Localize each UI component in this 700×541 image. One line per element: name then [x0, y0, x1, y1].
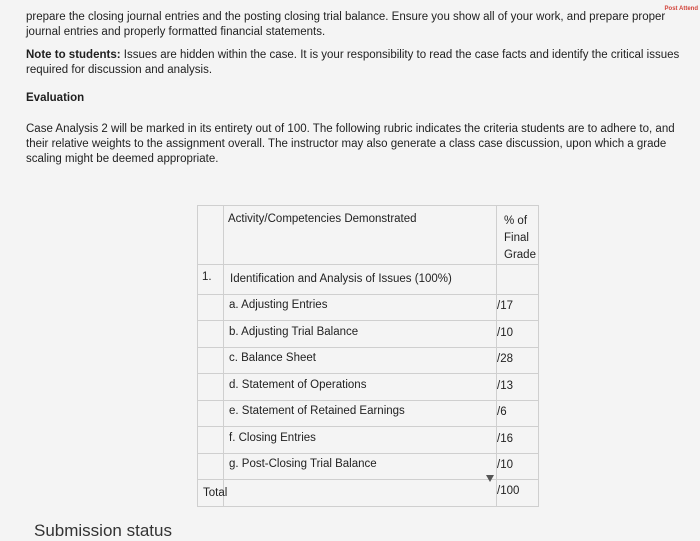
mouse-cursor-icon: [486, 475, 494, 482]
rubric-item-value: /17: [497, 300, 513, 312]
rubric-item-label: a. Adjusting Entries: [229, 299, 328, 311]
rubric-item-value: /10: [497, 327, 513, 339]
evaluation-heading: Evaluation: [26, 92, 85, 104]
rubric-item-value: /13: [497, 380, 513, 392]
rubric-item-value: /6: [497, 406, 507, 418]
rubric-header-activity: Activity/Competencies Demonstrated: [228, 213, 417, 225]
rubric-total-label: Total: [203, 487, 228, 499]
note-paragraph: [26, 48, 696, 78]
rubric-item-value: /10: [497, 459, 513, 471]
rubric-header-percent: % of Final Grade: [504, 215, 536, 261]
rubric-total-value: /100: [497, 485, 520, 497]
rubric-item-label: g. Post-Closing Trial Balance: [229, 458, 377, 470]
note-text: Issues are hidden within the case. It is your responsibility to read the case facts and identify the critical issues required for discussion and analysis.: [26, 49, 680, 76]
rubric-item-value: /28: [497, 353, 513, 365]
rubric-item-label: e. Statement of Retained Earnings: [229, 405, 405, 417]
rubric-item-value: /16: [497, 433, 513, 445]
rubric-item-label: b. Adjusting Trial Balance: [229, 326, 359, 338]
intro-paragraph: prepare the closing journal entries and the posting closing trial balance. Ensure you show all of your work, and prepare proper journal entries and properly formatted financial statements.: [26, 11, 666, 38]
corner-label: Post Attend: [664, 6, 698, 12]
submission-status-heading: Submission status: [34, 521, 172, 540]
rubric-item-label: f. Closing Entries: [229, 432, 316, 444]
rubric-section-number: 1.: [202, 271, 212, 283]
rubric-item-label: d. Statement of Operations: [229, 379, 367, 391]
note-label: Note to students:: [26, 49, 121, 61]
rubric-section-title: Identification and Analysis of Issues (100%): [230, 273, 452, 285]
case-paragraph: Case Analysis 2 will be marked in its entirety out of 100. The following rubric indicates the criteria students are to adhere to, and their relative weights to the assignment overall. The instructor may also generate a class case discussion, upon which a grade scaling might be deemed appropriate.: [26, 123, 675, 165]
rubric-item-label: c. Balance Sheet: [229, 352, 316, 364]
